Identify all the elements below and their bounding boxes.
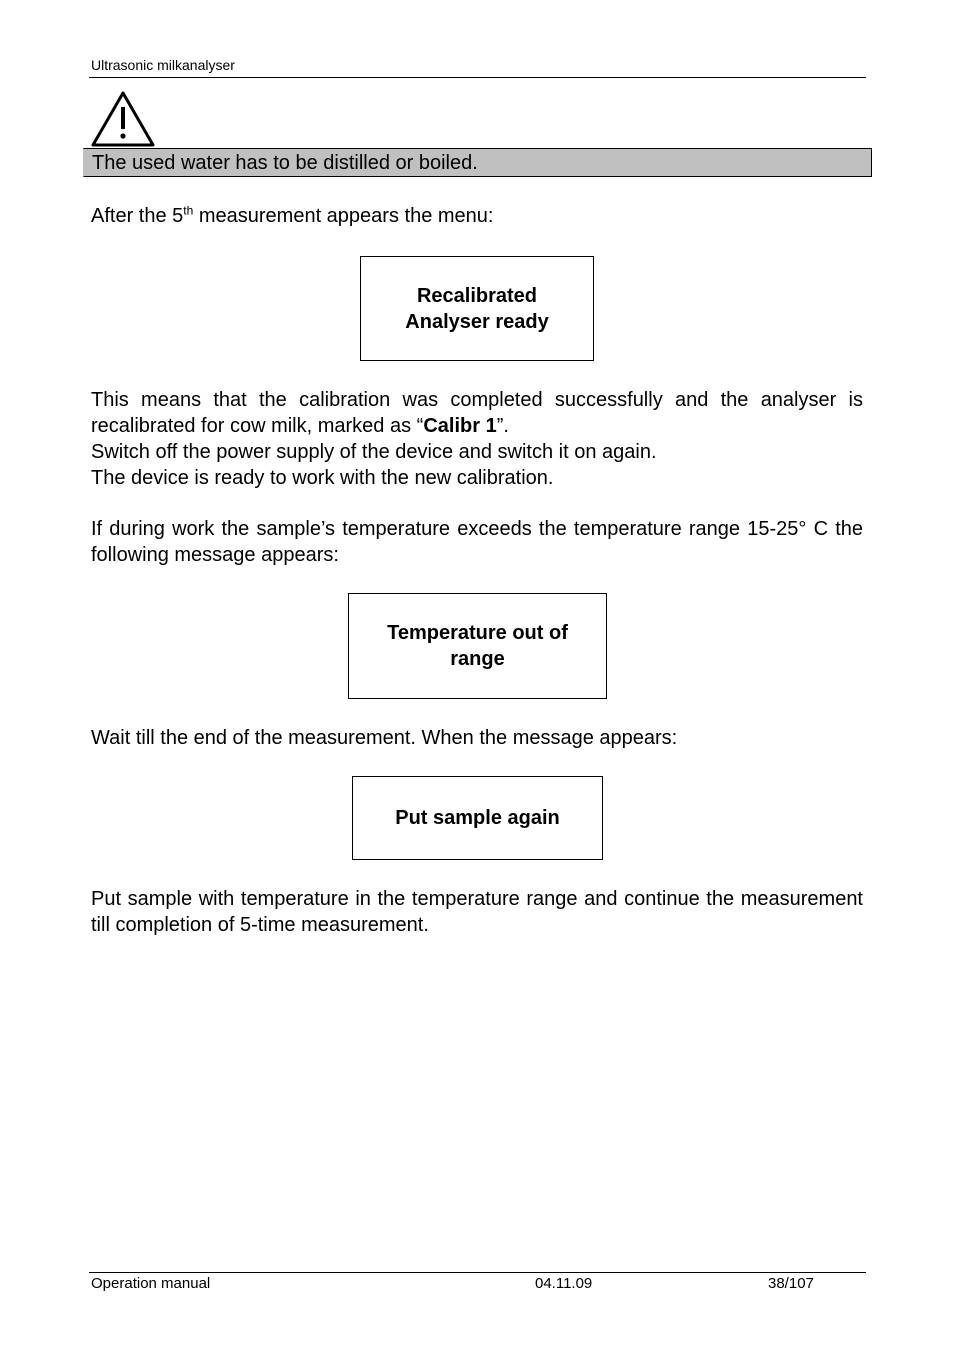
- intro-before: After the 5: [91, 205, 184, 227]
- warning-text: The used water has to be distilled or boiled.: [92, 152, 478, 174]
- intro-superscript: th: [183, 203, 194, 218]
- footer-document-name: Operation manual: [91, 1275, 211, 1292]
- calibration-paragraph: [91, 387, 863, 491]
- warning-bar: [83, 148, 872, 177]
- footer-rule: [89, 1272, 866, 1273]
- calibration-name: Calibr 1: [423, 415, 497, 437]
- calibration-text-part: This means that the calibration was completed successfully and the analyser is recalibrated for cow milk, marked as “: [91, 389, 863, 437]
- intro-after: measurement appears the menu:: [193, 205, 494, 227]
- display-message-line: Temperature out of: [387, 622, 568, 644]
- display-message-recalibrated: [360, 256, 594, 361]
- calibration-text: [91, 387, 863, 439]
- switch-off-instruction: Switch off the power supply of the device and switch it on again.: [91, 441, 657, 463]
- display-message-line: Put sample again: [395, 807, 560, 829]
- footer-page-number: 38/107: [768, 1275, 814, 1292]
- final-paragraph: Put sample with temperature in the temperature range and continue the measurement till completion of 5-time measurement.: [91, 888, 863, 936]
- calibration-text-end: ”.: [496, 415, 509, 437]
- header-rule: [89, 77, 866, 78]
- display-message-line: range: [450, 648, 505, 670]
- header-title: Ultrasonic milkanalyser: [91, 57, 235, 73]
- warning-triangle-icon: [90, 90, 156, 148]
- footer-date: 04.11.09: [535, 1275, 593, 1292]
- ready-statement: The device is ready to work with the new calibration.: [91, 467, 554, 489]
- display-message-line: Analyser ready: [405, 310, 549, 333]
- display-message-put-sample: [352, 776, 603, 860]
- display-message-line: Recalibrated: [416, 284, 538, 307]
- intro-paragraph: [91, 203, 863, 229]
- display-message-temperature: [348, 593, 607, 699]
- temperature-paragraph: If during work the sample’s temperature exceeds the temperature range 15-25° C the following message appears:: [91, 518, 863, 566]
- wait-paragraph: Wait till the end of the measurement. When the message appears:: [91, 727, 678, 749]
